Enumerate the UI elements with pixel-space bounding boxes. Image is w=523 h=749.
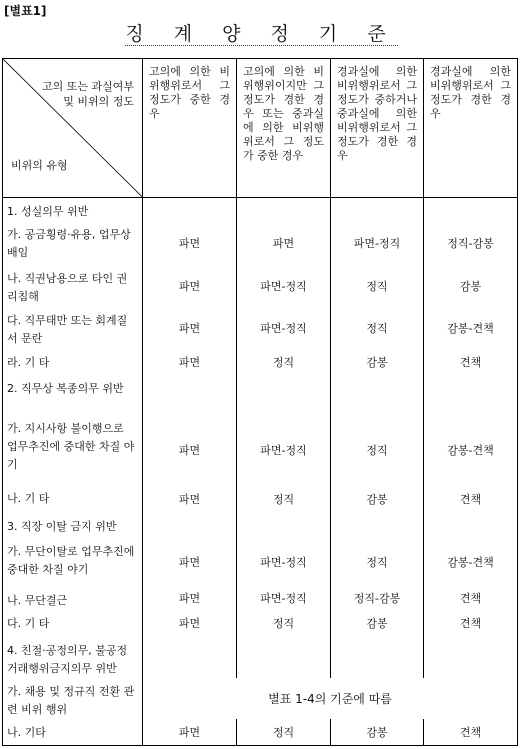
violation-type-cell: 나. 기 타 xyxy=(3,485,143,513)
penalty-cell: 견책 xyxy=(424,610,518,637)
table-row xyxy=(3,485,518,513)
violation-type-cell: 4. 친절·공정의무, 불공정 거래행위금지의무 위반 xyxy=(3,637,143,678)
penalty-cell xyxy=(237,197,331,221)
header-row xyxy=(3,59,518,198)
penalty-cell xyxy=(237,637,331,678)
violation-type-cell: 2. 직무상 복종의무 위반 xyxy=(3,375,143,415)
discipline-standards-table xyxy=(2,58,518,746)
appendix-label: [별표1] xyxy=(4,4,47,18)
violation-type-cell: 가. 채용 및 정규직 전환 관련 비위 행위 xyxy=(3,678,143,719)
penalty-cell: 감봉 xyxy=(331,349,424,374)
penalty-cell: 정직 xyxy=(237,485,331,513)
violation-type-cell: 1. 성실의무 위반 xyxy=(3,197,143,221)
header-corner-cell xyxy=(3,59,143,198)
penalty-cell: 감봉 xyxy=(424,265,518,307)
violation-type-cell: 가. 지시사항 불이행으로 업무추진에 중대한 차질 야기 xyxy=(3,415,143,485)
header-col-1: 고의에 의한 비위행위로서 그 정도가 중한 경우 xyxy=(143,59,237,198)
penalty-cell xyxy=(424,513,518,538)
penalty-cell: 파면 xyxy=(143,485,237,513)
violation-type-cell: 가. 공금횡령·유용, 업무상 배임 xyxy=(3,221,143,265)
table-row xyxy=(3,415,518,485)
table-row xyxy=(3,221,518,265)
penalty-cell: 정직-감봉 xyxy=(424,221,518,265)
table-row xyxy=(3,375,518,415)
header-corner-bottom: 비위의 유형 xyxy=(11,158,68,172)
penalty-cell: 파면 xyxy=(143,307,237,349)
penalty-cell xyxy=(424,637,518,678)
table-body xyxy=(3,197,518,745)
penalty-cell: 정직 xyxy=(331,415,424,485)
penalty-cell: 견책 xyxy=(424,349,518,374)
violation-type-cell: 다. 직무태만 또는 회계질서 문란 xyxy=(3,307,143,349)
penalty-cell: 파면-정직 xyxy=(237,307,331,349)
header-col-2: 고의에 의한 비위행위이지만 그 정도가 경한 경우 또는 중과실에 의한 비위행위로서 그 정도가 중한 경우 xyxy=(237,59,331,198)
table-row xyxy=(3,513,518,538)
table-row xyxy=(3,587,518,610)
penalty-cell: 감봉 xyxy=(331,485,424,513)
penalty-cell: 파면-정직 xyxy=(237,587,331,610)
penalty-cell xyxy=(143,513,237,538)
penalty-cell: 파면-정직 xyxy=(331,221,424,265)
violation-type-cell: 나. 직권남용으로 타인 권리침해 xyxy=(3,265,143,307)
penalty-cell: 견책 xyxy=(424,719,518,745)
violation-type-cell: 다. 기 타 xyxy=(3,610,143,637)
table-row xyxy=(3,678,518,719)
penalty-cell xyxy=(331,637,424,678)
penalty-cell xyxy=(331,197,424,221)
penalty-cell: 정직 xyxy=(237,610,331,637)
penalty-cell: 정직 xyxy=(331,538,424,586)
penalty-cell xyxy=(143,637,237,678)
penalty-cell: 견책 xyxy=(424,485,518,513)
penalty-cell: 정직 xyxy=(331,307,424,349)
header-corner-top: 고의 또는 과실여부 및 비위의 정도 xyxy=(41,80,134,108)
penalty-cell xyxy=(143,197,237,221)
document-title xyxy=(0,19,523,46)
merged-penalty-cell: 별표 1-4의 기준에 따름 xyxy=(143,678,518,719)
penalty-cell: 감봉 xyxy=(331,719,424,745)
penalty-cell: 정직-감봉 xyxy=(331,587,424,610)
penalty-cell xyxy=(424,197,518,221)
penalty-cell: 감봉-견책 xyxy=(424,415,518,485)
table-row xyxy=(3,719,518,745)
header-col-4: 경과실에 의한 비위행위로서 그 정도가 경한 경우 xyxy=(424,59,518,198)
penalty-cell: 파면-정직 xyxy=(237,265,331,307)
penalty-cell: 정직 xyxy=(237,719,331,745)
penalty-cell: 파면 xyxy=(143,610,237,637)
penalty-cell: 감봉-견책 xyxy=(424,538,518,586)
penalty-cell: 파면 xyxy=(143,349,237,374)
penalty-cell: 파면 xyxy=(143,538,237,586)
violation-type-cell: 나. 기타 xyxy=(3,719,143,745)
violation-type-cell: 나. 무단결근 xyxy=(3,587,143,610)
penalty-cell xyxy=(331,513,424,538)
table-row xyxy=(3,197,518,221)
header-col-3: 경과실에 의한 비위행위로서 그 정도가 중하거나 중과실에 의한 비위행위로서 그 정도가 경한 경우 xyxy=(331,59,424,198)
table-row xyxy=(3,538,518,586)
penalty-cell: 파면 xyxy=(143,719,237,745)
penalty-cell xyxy=(237,375,331,415)
penalty-cell: 파면 xyxy=(237,221,331,265)
penalty-cell: 파면 xyxy=(143,415,237,485)
penalty-cell: 파면-정직 xyxy=(237,415,331,485)
penalty-cell: 감봉-견책 xyxy=(424,307,518,349)
penalty-cell xyxy=(424,375,518,415)
table-row xyxy=(3,265,518,307)
penalty-cell: 파면 xyxy=(143,587,237,610)
table-row xyxy=(3,610,518,637)
penalty-cell xyxy=(331,375,424,415)
penalty-cell: 정직 xyxy=(331,265,424,307)
violation-type-cell: 3. 직장 이탈 금지 위반 xyxy=(3,513,143,538)
penalty-cell: 파면 xyxy=(143,221,237,265)
penalty-cell xyxy=(237,513,331,538)
penalty-cell: 견책 xyxy=(424,587,518,610)
violation-type-cell: 라. 기 타 xyxy=(3,349,143,374)
table-row xyxy=(3,307,518,349)
violation-type-cell: 가. 무단이탈로 업무추진에 중대한 차질 야기 xyxy=(3,538,143,586)
penalty-cell: 감봉 xyxy=(331,610,424,637)
table-row xyxy=(3,637,518,678)
document-title-text: 징 계 양 정 기 준 xyxy=(125,23,398,45)
penalty-cell xyxy=(143,375,237,415)
penalty-cell: 파면-정직 xyxy=(237,538,331,586)
table-row xyxy=(3,349,518,374)
penalty-cell: 정직 xyxy=(237,349,331,374)
penalty-cell: 파면 xyxy=(143,265,237,307)
